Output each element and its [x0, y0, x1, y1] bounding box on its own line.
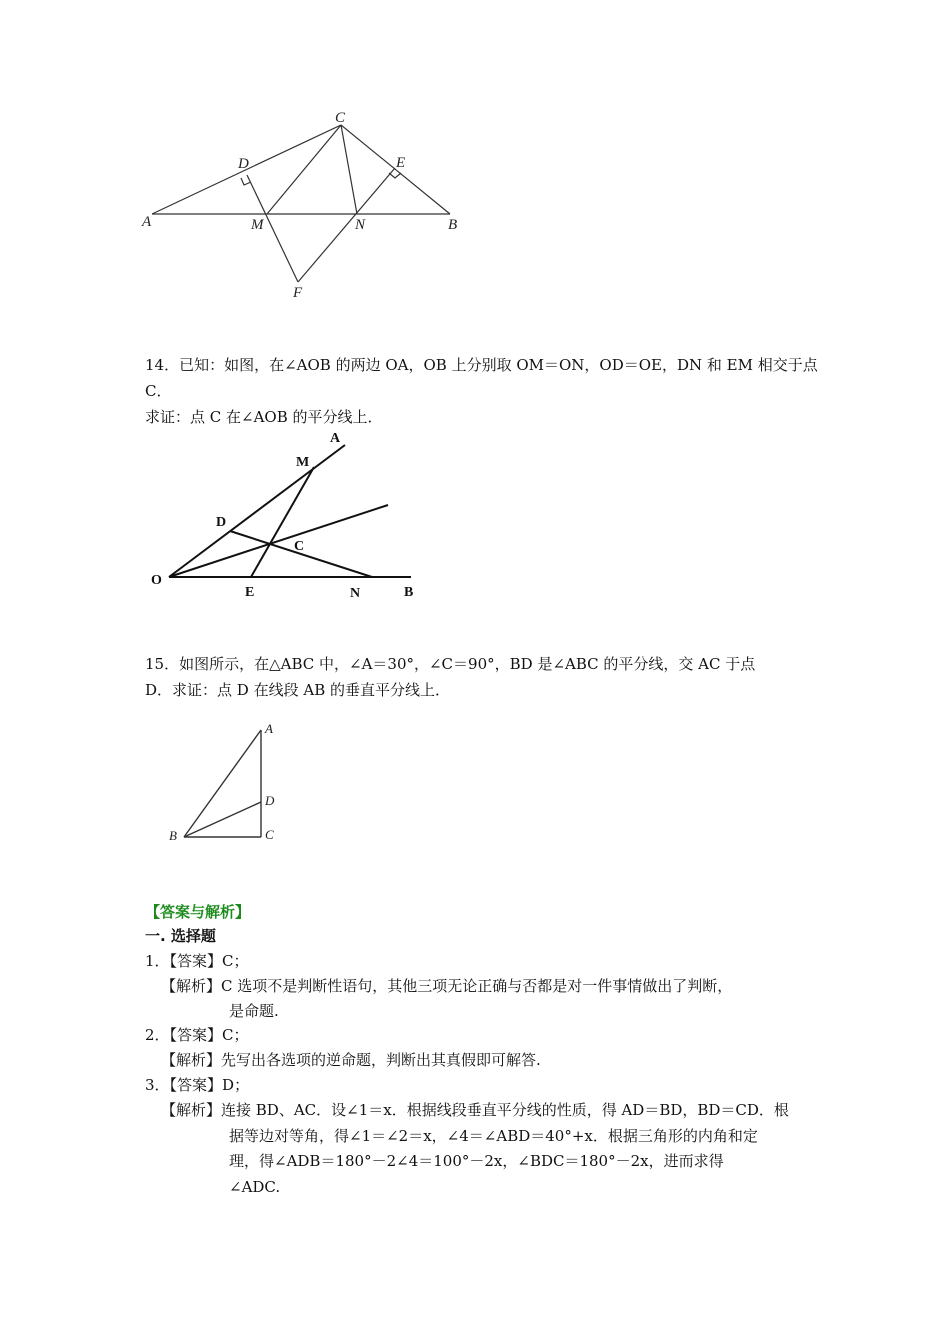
label-C: C: [294, 539, 305, 554]
label-E: E: [396, 155, 406, 171]
label-D: D: [216, 515, 227, 530]
answer-1: 1．【答案】C；: [145, 952, 249, 970]
label-C: C: [335, 110, 346, 126]
explanation-1-line2: 是命题.: [229, 1002, 279, 1020]
label-D: D: [238, 156, 249, 172]
label-M: M: [251, 217, 264, 233]
label-M: M: [296, 455, 310, 470]
label-N: N: [350, 586, 361, 601]
figure-14-diagram: [145, 425, 435, 605]
section-heading: 一. 选择题: [145, 927, 216, 945]
label-A: A: [265, 721, 273, 736]
q15-line1: 15．如图所示，在△ABC 中，∠A＝30°，∠C＝90°，BD 是∠ABC 的平分线，交 AC 于点: [145, 655, 756, 673]
explanation-1-line1: 【解析】C 选项不是判断性语句，其他三项无论正确与否都是对一件事情做出了判断，: [161, 977, 733, 995]
q14-line2: C．: [145, 382, 172, 400]
explanation-3-line2: 据等边对等角，得∠1＝∠2＝x，∠4＝∠ABD＝40°+x．根据三角形的内角和定: [229, 1127, 758, 1145]
figure-15-diagram: [160, 715, 290, 850]
label-A: A: [142, 214, 152, 230]
explanation-3-line4: ∠ADC.: [229, 1178, 281, 1196]
label-A: A: [330, 431, 341, 446]
answer-2: 2．【答案】C；: [145, 1026, 249, 1044]
q15-line2: D．求证：点 D 在线段 AB 的垂直平分线上．: [145, 681, 450, 699]
label-F: F: [293, 285, 303, 301]
label-O: O: [151, 573, 162, 588]
label-N: N: [355, 217, 366, 233]
label-B: B: [448, 217, 458, 233]
figure-13-diagram: [130, 105, 480, 305]
label-C: C: [265, 827, 274, 842]
answers-heading: 【答案与解析】: [145, 903, 251, 921]
explanation-3-line3: 理，得∠ADB＝180°－2∠4＝100°－2x，∠BDC＝180°－2x，进而求得: [229, 1152, 724, 1170]
explanation-2-line1: 【解析】先写出各选项的逆命题，判断出其真假即可解答.: [161, 1051, 541, 1069]
q14-line1: 14．已知：如图，在∠AOB 的两边 OA，OB 上分别取 OM＝ON，OD＝OE，DN 和 EM 相交于点: [145, 356, 818, 374]
answer-3: 3．【答案】D；: [145, 1076, 250, 1094]
label-E: E: [245, 585, 255, 600]
explanation-3-line1: 【解析】连接 BD、AC．设∠1＝x．根据线段垂直平分线的性质，得 AD＝BD，BD＝CD．根: [161, 1101, 789, 1119]
q14-line3: 求证：点 C 在∠AOB 的平分线上．: [145, 408, 383, 426]
label-B: B: [169, 828, 177, 843]
label-B: B: [404, 585, 414, 600]
label-D: D: [265, 793, 275, 808]
